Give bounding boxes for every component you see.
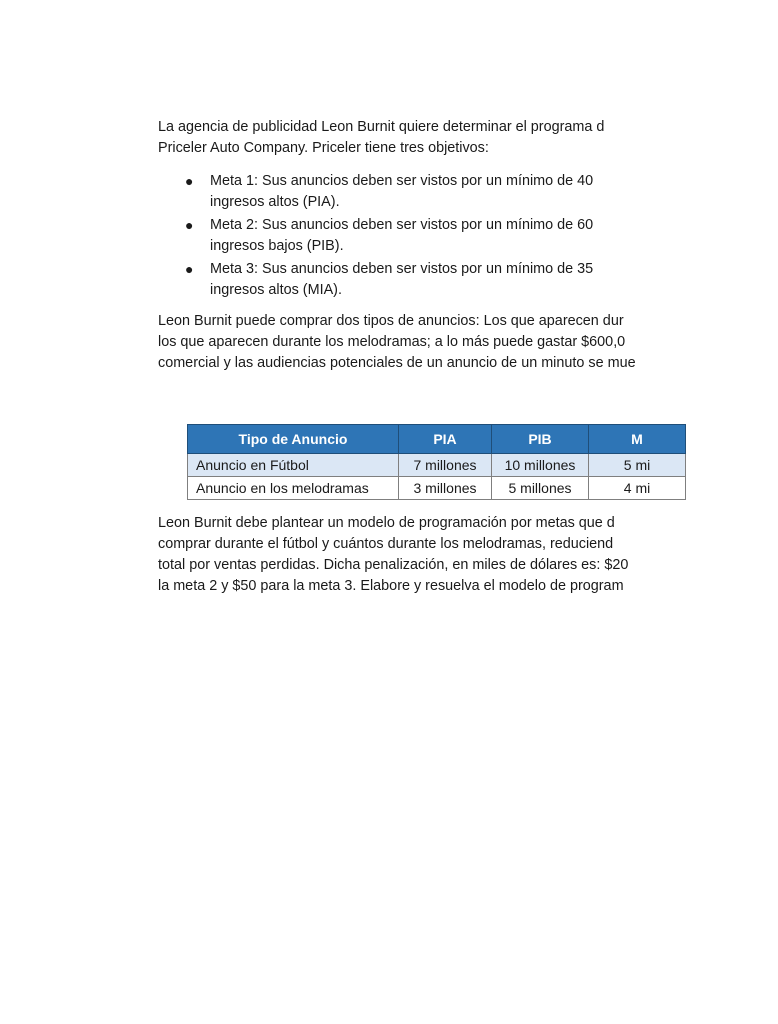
document-page (158, 100, 651, 620)
model-paragraph (158, 513, 778, 597)
intro-line: La agencia de publicidad Leon Burnit quiere determinar el programa d (158, 119, 605, 135)
goal-item-2 (158, 215, 778, 257)
table-header-cell: Tipo de Anuncio (188, 425, 399, 454)
intro-paragraph (158, 117, 778, 159)
document-content (158, 117, 778, 597)
ads-line: los que aparecen durante los melodramas; a lo más puede gastar $600,0 (158, 334, 626, 350)
ads-line: Leon Burnit puede comprar dos tipos de anuncios: Los que aparecen dur (158, 313, 624, 329)
table-header-row (188, 425, 686, 454)
goal-item-3 (158, 259, 778, 301)
bullet-icon: ● (185, 217, 194, 233)
table-cell: 5 millones (492, 477, 589, 500)
model-line: total por ventas perdidas. Dicha penalización, en miles de dólares es: $20 (158, 557, 629, 573)
goal-line: Meta 1: Sus anuncios deben ser vistos por un mínimo de 40 (210, 173, 594, 189)
audience-table (187, 424, 686, 500)
table-cell: 5 mi (589, 454, 686, 477)
table-row (188, 454, 686, 477)
goal-line: ingresos altos (PIA). (210, 194, 340, 210)
goal-item-1 (158, 171, 778, 213)
goal-line: Meta 2: Sus anuncios deben ser vistos por un mínimo de 60 (210, 217, 594, 233)
table-cell: 10 millones (492, 454, 589, 477)
ads-paragraph (158, 311, 778, 374)
ads-line: comercial y las audiencias potenciales de un anuncio de un minuto se mue (158, 355, 636, 371)
table-cell: 3 millones (399, 477, 492, 500)
model-line: Leon Burnit debe plantear un modelo de programación por metas que d (158, 515, 615, 531)
table-row (188, 477, 686, 500)
bullet-icon: ● (185, 173, 194, 189)
model-line: la meta 2 y $50 para la meta 3. Elabore y resuelva el modelo de program (158, 578, 624, 594)
goals-list (158, 171, 778, 301)
table-cell: Anuncio en Fútbol (188, 454, 399, 477)
model-line: comprar durante el fútbol y cuántos durante los melodramas, reduciend (158, 536, 614, 552)
bullet-icon: ● (185, 261, 194, 277)
goal-line: Meta 3: Sus anuncios deben ser vistos por un mínimo de 35 (210, 261, 594, 277)
table-cell: 7 millones (399, 454, 492, 477)
goal-line: ingresos altos (MIA). (210, 282, 342, 298)
table-cell: 4 mi (589, 477, 686, 500)
goal-line: ingresos bajos (PIB). (210, 238, 344, 254)
table-header-cell: PIA (399, 425, 492, 454)
table-header-cell: PIB (492, 425, 589, 454)
table-header-cell: M (589, 425, 686, 454)
table-cell: Anuncio en los melodramas (188, 477, 399, 500)
intro-line: Priceler Auto Company. Priceler tiene tres objetivos: (158, 140, 489, 156)
